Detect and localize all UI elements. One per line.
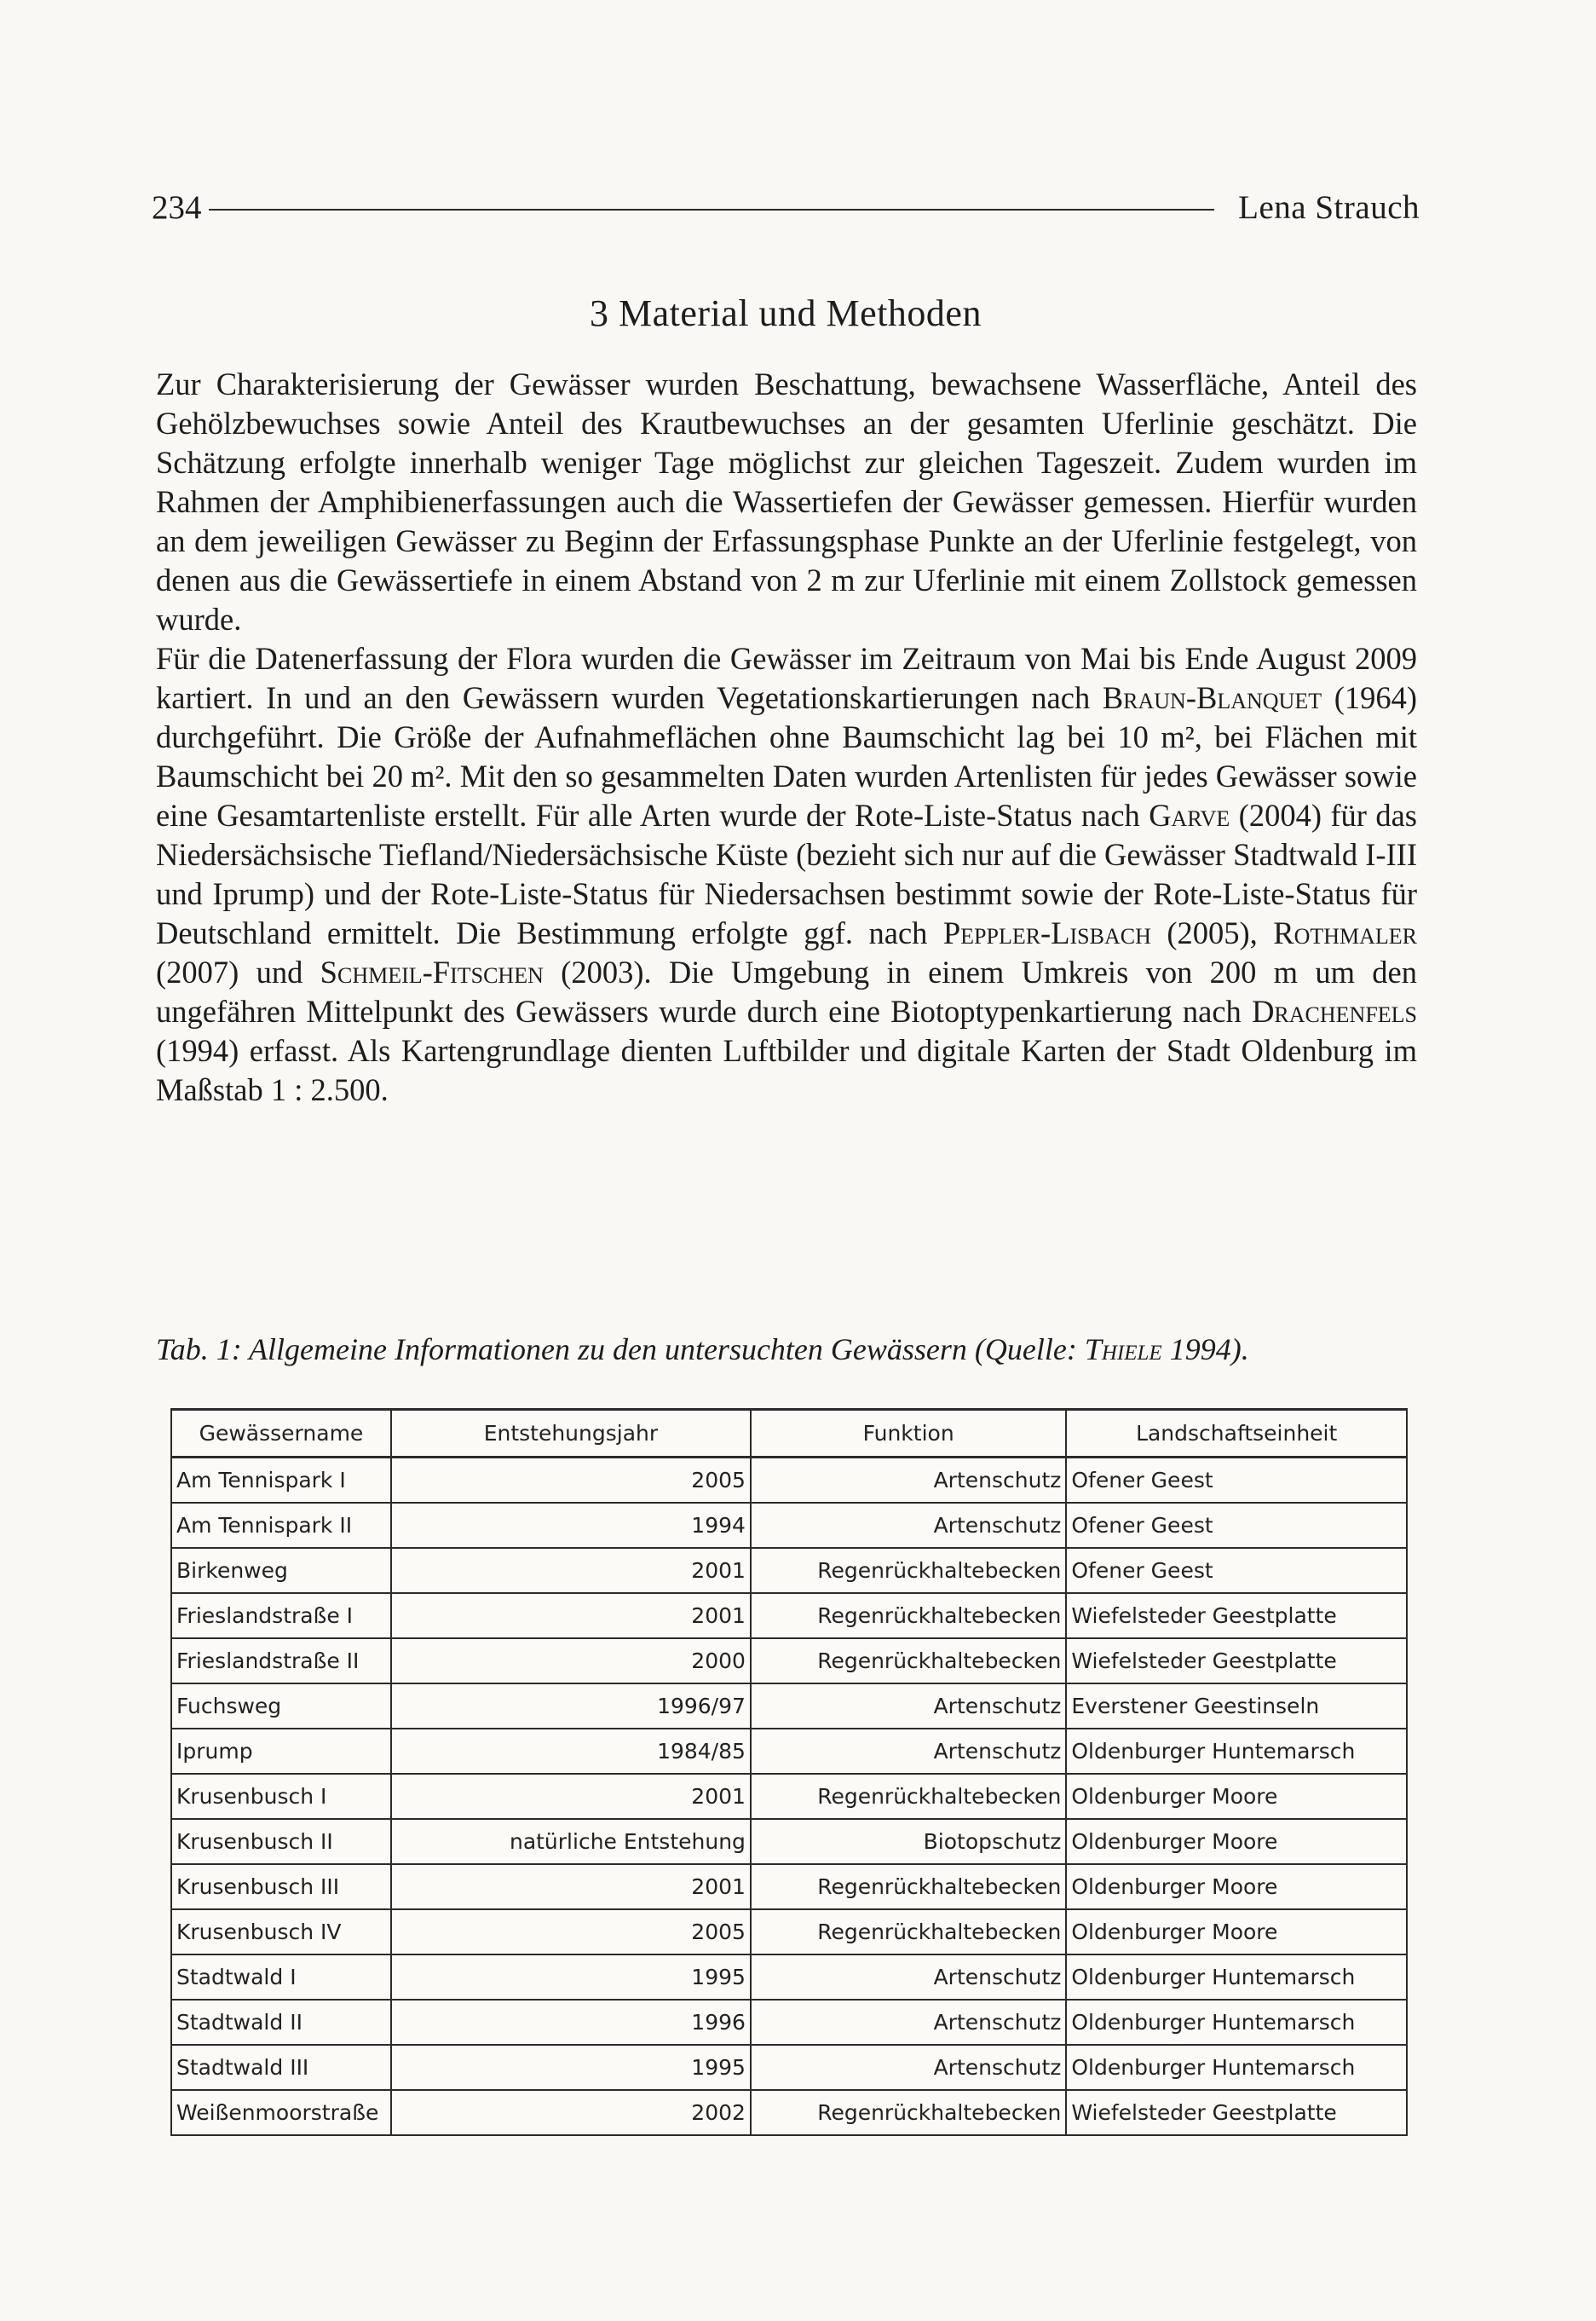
citation-author: Schmeil-Fitschen: [320, 955, 544, 990]
column-header-name: Gewässername: [171, 1410, 391, 1458]
table-row: [171, 1819, 1407, 1864]
cell-name: Krusenbusch I: [171, 1774, 391, 1819]
cell-year: 1996/97: [391, 1683, 751, 1729]
table-row: [171, 1638, 1407, 1683]
cell-year: 2001: [391, 1774, 751, 1819]
cell-landscape: Oldenburger Huntemarsch: [1066, 2045, 1407, 2090]
text-run: (1994) erfasst. Als Kartengrundlage dienten Luftbilder und digitale Karten der Stadt Oldenburg im Maßstab 1 : 2.500.: [156, 1033, 1417, 1107]
text-run: (2005),: [1150, 915, 1274, 950]
cell-landscape: Wiefelsteder Geestplatte: [1066, 1638, 1407, 1683]
caption-citation-author: Thiele: [1084, 1332, 1162, 1366]
cell-function: Regenrückhaltebecken: [751, 1774, 1066, 1819]
table-caption: [156, 1331, 1417, 1367]
cell-year: 1995: [391, 1954, 751, 2000]
cell-year: 2005: [391, 1909, 751, 1954]
cell-name: Am Tennispark I: [171, 1458, 391, 1503]
table-row: [171, 1683, 1407, 1729]
table-row: [171, 2000, 1407, 2045]
cell-function: Regenrückhaltebecken: [751, 1548, 1066, 1593]
table-row: [171, 1864, 1407, 1909]
cell-function: Regenrückhaltebecken: [751, 1909, 1066, 1954]
text-run: (2007) und: [156, 955, 320, 990]
running-head-author: Lena Strauch: [1238, 188, 1420, 226]
cell-name: Fuchsweg: [171, 1683, 391, 1729]
body-text: [156, 365, 1417, 1110]
page-number: 234: [152, 188, 202, 226]
cell-function: Regenrückhaltebecken: [751, 1638, 1066, 1683]
column-header-year: Entstehungsjahr: [391, 1410, 751, 1458]
cell-function: Regenrückhaltebecken: [751, 2090, 1066, 2135]
cell-name: Frieslandstraße I: [171, 1593, 391, 1638]
cell-landscape: Oldenburger Moore: [1066, 1819, 1407, 1864]
cell-landscape: Ofener Geest: [1066, 1458, 1407, 1503]
header-rule: [209, 209, 1215, 211]
paragraph-flora-survey: [156, 639, 1417, 1110]
table-row: [171, 1729, 1407, 1774]
cell-landscape: Oldenburger Huntemarsch: [1066, 1729, 1407, 1774]
cell-name: Iprump: [171, 1729, 391, 1774]
text-run: (2003). Die Umgebung in einem Umkreis von 200 m um den ungefähren Mittelpunkt des Gewässers wurde durch eine Biotoptypenkartierung nach: [156, 955, 1418, 1029]
cell-year: 1996: [391, 2000, 751, 2045]
table-header-row: [171, 1410, 1407, 1458]
cell-name: Stadtwald I: [171, 1954, 391, 2000]
cell-name: Am Tennispark II: [171, 1503, 391, 1548]
paragraph-water-characterization: Zur Charakterisierung der Gewässer wurden Beschattung, bewachsene Wasserfläche, Anteil des Gehölzbewuchses sowie Anteil des Krautbewuchses an der gesamten Uferlinie geschätzt. Die Schätzung erfolgte innerhalb weniger Tage möglichst zur gleichen Tageszeit. Zudem wurden im Rahmen der Amphibienerfassungen auch die Wassertiefen der Gewässer gemessen. Hierfür wurden an dem jeweiligen Gewässer zu Beginn der Erfassungsphase Punkte an der Uferlinie festgelegt, von denen aus die Gewässertiefe in einem Abstand von 2 m zur Uferlinie mit einem Zollstock gemessen wurde.: [156, 367, 1417, 637]
column-header-function: Funktion: [751, 1410, 1066, 1458]
cell-landscape: Oldenburger Moore: [1066, 1864, 1407, 1909]
text-run: (2004) für das Niedersächsische Tiefland/Niedersächsische Küste (bezieht sich nur auf die Gewässer Stadtwald I-III und Iprump) und der Rote-Liste-Status für Niedersachsen bestimmt sowie der Rote-Liste-Status für Deutschland ermittelt. Die Bestimmung erfolgte ggf. nach: [156, 798, 1417, 950]
table-row: [171, 1909, 1407, 1954]
cell-landscape: Wiefelsteder Geestplatte: [1066, 2090, 1407, 2135]
table-row: [171, 1458, 1407, 1503]
cell-year: natürliche Entstehung: [391, 1819, 751, 1864]
citation-author: Braun-Blanquet: [1102, 680, 1322, 715]
cell-function: Artenschutz: [751, 2045, 1066, 2090]
cell-name: Frieslandstraße II: [171, 1638, 391, 1683]
cell-landscape: Wiefelsteder Geestplatte: [1066, 1593, 1407, 1638]
cell-year: 2001: [391, 1548, 751, 1593]
cell-function: Artenschutz: [751, 2000, 1066, 2045]
cell-landscape: Oldenburger Moore: [1066, 1774, 1407, 1819]
cell-year: 2001: [391, 1864, 751, 1909]
cell-year: 1994: [391, 1503, 751, 1548]
cell-function: Artenschutz: [751, 1458, 1066, 1503]
citation-author: Garve: [1149, 798, 1230, 833]
text-run: Für die Datenerfassung der Flora wurden die Gewässer im Zeitraum von Mai bis Ende August 2009 kartiert. In und an den Gewässern wurden Vegetationskartierungen nach: [156, 641, 1417, 715]
table-row: [171, 1548, 1407, 1593]
cell-name: Weißenmoorstraße: [171, 2090, 391, 2135]
caption-text: Tab. 1: Allgemeine Informationen zu den untersuchten Gewässern (Quelle:: [156, 1332, 1085, 1366]
cell-landscape: Oldenburger Huntemarsch: [1066, 2000, 1407, 2045]
cell-landscape: Oldenburger Huntemarsch: [1066, 1954, 1407, 2000]
cell-function: Artenschutz: [751, 1729, 1066, 1774]
section-heading: 3 Material und Methoden: [590, 292, 982, 334]
cell-landscape: Ofener Geest: [1066, 1503, 1407, 1548]
cell-year: 2002: [391, 2090, 751, 2135]
cell-landscape: Ofener Geest: [1066, 1548, 1407, 1593]
cell-year: 2001: [391, 1593, 751, 1638]
cell-function: Biotopschutz: [751, 1819, 1066, 1864]
page-header: [152, 186, 1420, 228]
cell-name: Stadtwald III: [171, 2045, 391, 2090]
citation-author: Rothmaler: [1273, 915, 1417, 950]
table-row: [171, 2045, 1407, 2090]
cell-landscape: Everstener Geestinseln: [1066, 1683, 1407, 1729]
cell-name: Krusenbusch III: [171, 1864, 391, 1909]
water-bodies-table: [170, 1408, 1408, 2136]
table-row: [171, 2090, 1407, 2135]
cell-function: Artenschutz: [751, 1683, 1066, 1729]
cell-function: Artenschutz: [751, 1503, 1066, 1548]
cell-year: 1984/85: [391, 1729, 751, 1774]
text-run: (1964) durchgeführt. Die Größe der Aufnahmeflächen ohne Baumschicht lag bei 10 m², bei Flächen mit Baumschicht bei 20 m². Mit den so gesammelten Daten wurden Artenlisten für jedes Gewässer sowie eine Gesamtartenliste erstellt. Für alle Arten wurde der Rote-Liste-Status nach: [156, 680, 1418, 833]
cell-name: Birkenweg: [171, 1548, 391, 1593]
citation-author: Drachenfels: [1252, 994, 1417, 1029]
column-header-landscape: Landschaftseinheit: [1066, 1410, 1407, 1458]
cell-year: 2005: [391, 1458, 751, 1503]
table-row: [171, 1954, 1407, 2000]
caption-text: 1994).: [1161, 1332, 1249, 1366]
cell-landscape: Oldenburger Moore: [1066, 1909, 1407, 1954]
cell-function: Artenschutz: [751, 1954, 1066, 2000]
cell-function: Regenrückhaltebecken: [751, 1864, 1066, 1909]
cell-name: Krusenbusch II: [171, 1819, 391, 1864]
cell-function: Regenrückhaltebecken: [751, 1593, 1066, 1638]
cell-year: 2000: [391, 1638, 751, 1683]
cell-name: Stadtwald II: [171, 2000, 391, 2045]
table-row: [171, 1503, 1407, 1548]
cell-year: 1995: [391, 2045, 751, 2090]
citation-author: Peppler-Lisbach: [942, 915, 1151, 950]
cell-name: Krusenbusch IV: [171, 1909, 391, 1954]
table-row: [171, 1774, 1407, 1819]
table-row: [171, 1593, 1407, 1638]
